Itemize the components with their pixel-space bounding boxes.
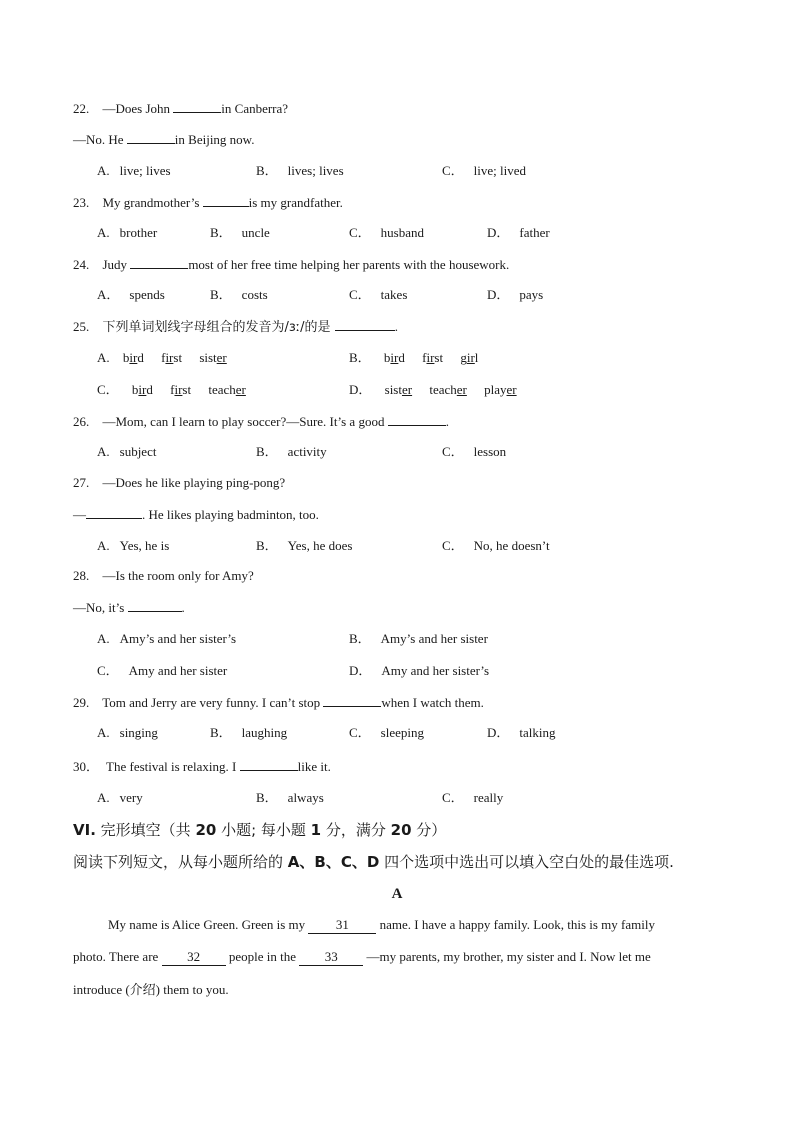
passage-blank-31: 31 <box>308 917 376 934</box>
option-d: D． talking <box>487 725 556 740</box>
option-c: C． No, he doesn’t <box>442 538 550 553</box>
option-c: C． sleeping <box>349 725 424 740</box>
section-heading: VI. 完形填空（共 20 小题; 每小题 1 分，满分 20 分） <box>73 821 447 839</box>
option-b: B． always <box>256 790 324 805</box>
option-b: B． uncle <box>210 225 270 240</box>
answer-blank <box>388 413 446 426</box>
option-b: B． activity <box>256 444 327 459</box>
passage-blank-33: 33 <box>299 949 363 966</box>
question-30-stem: 30． The festival is relaxing. I like it. <box>73 759 331 774</box>
question-28-stem: 28. —Is the room only for Amy? <box>73 568 254 583</box>
answer-blank <box>203 194 249 207</box>
option-c: C． lesson <box>442 444 507 459</box>
option-a: A． spends <box>97 287 165 302</box>
passage-blank-32: 32 <box>162 949 226 966</box>
question-24-stem: 24. Judy most of her free time helping her parents with the housework. <box>73 257 510 272</box>
answer-blank <box>240 758 298 771</box>
option-d: D． pays <box>487 287 544 302</box>
option-b: B． costs <box>210 287 268 302</box>
option-d: D． father <box>487 225 550 240</box>
answer-blank <box>323 694 381 707</box>
option-b: B． Amy’s and her sister <box>349 631 488 646</box>
option-a: A. Yes, he is <box>97 538 170 553</box>
option-d: D． sister teacher player <box>349 382 517 397</box>
option-a: A. live; lives <box>97 163 171 178</box>
option-a: A. Amy’s and her sister’s <box>97 631 237 646</box>
option-a: A. brother <box>97 225 158 240</box>
section-instruction: 阅读下列短文，从每小题所给的 A、B、C、D 四个选项中选出可以填入空白处的最佳选项. <box>73 853 674 871</box>
option-b: B． lives; lives <box>256 163 344 178</box>
answer-blank <box>130 256 188 269</box>
question-22-stem: 22. —Does John in Canberra? <box>73 101 289 116</box>
option-b: B． laughing <box>210 725 288 740</box>
question-29-stem: 29. Tom and Jerry are very funny. I can’t stop when I watch them. <box>73 695 484 710</box>
option-b: B． bird first girl <box>349 350 479 365</box>
option-a: A. singing <box>97 725 158 740</box>
option-a: A. very <box>97 790 143 805</box>
option-d: D． Amy and her sister’s <box>349 663 490 678</box>
question-23-stem: 23. My grandmother’s is my grandfather. <box>73 195 343 210</box>
question-28-response: —No, it’s . <box>73 600 185 615</box>
option-c: C． husband <box>349 225 425 240</box>
option-c: C． Amy and her sister <box>97 663 228 678</box>
question-27-stem: 27. —Does he like playing ping-pong? <box>73 475 286 490</box>
option-c: C． live; lived <box>442 163 527 178</box>
question-26-stem: 26. —Mom, can I learn to play soccer?—Sure. It’s a good . <box>73 414 449 429</box>
question-22-response: —No. He in Beijing now. <box>73 132 255 147</box>
answer-blank <box>128 599 182 612</box>
option-a: A. bird first sister <box>97 350 227 365</box>
answer-blank <box>173 100 221 113</box>
option-b: B． Yes, he does <box>256 538 353 553</box>
answer-blank <box>86 506 142 519</box>
option-a: A. subject <box>97 444 157 459</box>
option-c: C． takes <box>349 287 408 302</box>
passage-line-2: photo. There are 32 people in the 33 —my parents, my brother, my sister and I. Now let me <box>73 949 651 964</box>
passage-line-3: introduce (介绍) them to you. <box>73 982 229 997</box>
passage-title: A <box>391 886 403 902</box>
question-25-stem: 25. 下列单词划线字母组合的发音为/ɜː/的是 . <box>73 319 398 335</box>
passage-line-1: My name is Alice Green. Green is my 31 name. I have a happy family. Look, this is my family <box>108 917 655 932</box>
answer-blank <box>335 318 395 331</box>
answer-blank <box>127 131 175 144</box>
question-27-response: — . He likes playing badminton, too. <box>73 507 319 522</box>
option-c: C． really <box>442 790 504 805</box>
option-c: C． bird first teacher <box>97 382 246 397</box>
